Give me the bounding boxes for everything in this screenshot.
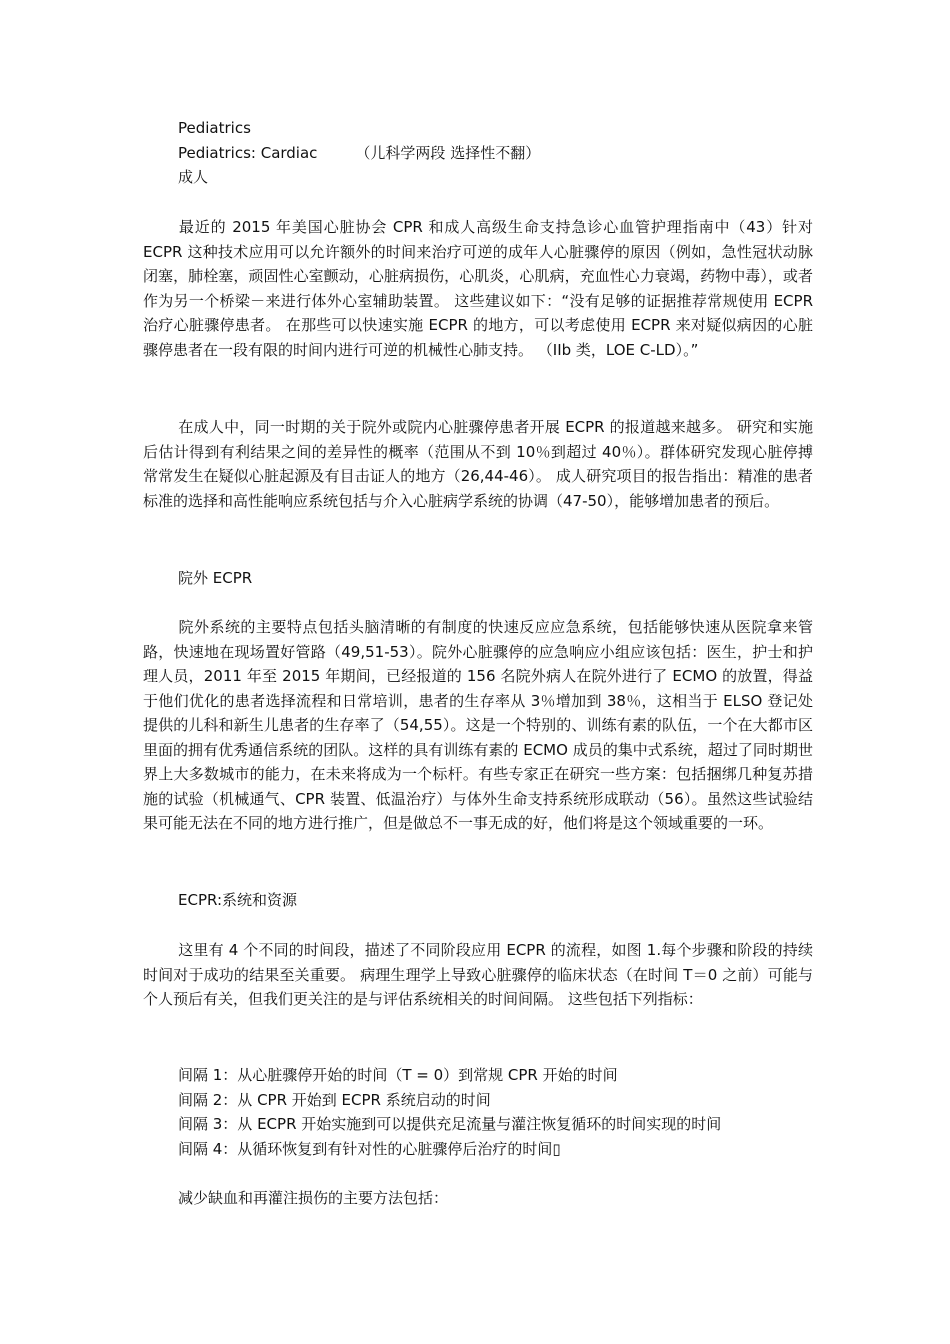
interval-item: 间隔 4：从循环恢复到有针对性的心脏骤停后治疗的时间▯ bbox=[178, 1139, 561, 1158]
header-translation-note: （儿科学两段 选择性不翻） bbox=[355, 143, 541, 162]
heading-ecpr-systems: ECPR:系统和资源 bbox=[178, 891, 298, 909]
paragraph-time-intervals-text: 这里有 4 个不同的时间段，描述了不同阶段应用 ECPR 的流程，如图 1.每个步骤和阶段的持续时间对于成功的结果至关重要。 病理生理学上导致心脏骤停的临床状态（在时间 T＝0 之前）可能与个人预后有关，但我们更关注的是与评估系统相关的时间间隔。 这些包括下列指标： bbox=[143, 941, 813, 1008]
paragraph-guidelines-text: 最近的 2015 年美国心脏协会 CPR 和成人高级生命支持急诊心血管护理指南中（43）针对 ECPR 这种技术应用可以允许额外的时间来治疗可逆的成年人心脏骤停的原因（例如，急性冠状动脉闭塞，肺栓塞，顽固性心室颤动，心脏病损伤，心肌炎，心肌病，充血性心力衰竭，药物中毒），或者作为另一个桥梁－来进行体外心室辅助装置。 这些建议如下：“没有足够的证据推荐常规使用 ECPR 治疗心脏骤停患者。 在那些可以快速实施 ECPR 的地方，可以考虑使用 ECPR 来对疑似病因的心脏骤停患者在一段有限的时间内进行可逆的机械性心肺支持。 （IIb 类，LOE C-LD）。” bbox=[143, 218, 813, 359]
interval-item: 间隔 3：从 ECPR 开始实施到可以提供充足流量与灌注恢复循环的时间实现的时间 bbox=[178, 1115, 722, 1133]
section-header bbox=[178, 116, 818, 190]
interval-item: 间隔 2：从 CPR 开始到 ECPR 系统启动的时间 bbox=[178, 1090, 491, 1109]
header-cardiac-label: Pediatrics: Cardiac bbox=[178, 143, 318, 162]
paragraph-time-intervals bbox=[143, 938, 813, 1012]
paragraph-adult-reports-text: 在成人中，同一时期的关于院外或院内心脏骤停患者开展 ECPR 的报道越来越多。 研究和实施后估计得到有利结果之间的差异性的概率（范围从不到 10％到超过 40％）。群体研究发现心脏停搏常常发生在疑似心脏起源及有目击证人的地方（26,44-46）。 成人研究项目的报告指出：精准的患者标准的选择和高性能响应系统包括与介入心脏病学系统的协调（47-50），能够增加患者的预后。 bbox=[143, 418, 813, 510]
interval-list bbox=[178, 1063, 818, 1161]
header-line-pediatrics-cardiac bbox=[178, 141, 818, 166]
heading-out-of-hospital-ecpr: 院外 ECPR bbox=[178, 569, 253, 587]
header-line-pediatrics: Pediatrics bbox=[178, 119, 251, 137]
closing-line: 减少缺血和再灌注损伤的主要方法包括： bbox=[178, 1189, 449, 1207]
header-line-adults: 成人 bbox=[178, 168, 209, 186]
interval-item: 间隔 1：从心脏骤停开始的时间（T = 0）到常规 CPR 开始的时间 bbox=[178, 1066, 618, 1084]
paragraph-out-of-hospital bbox=[143, 615, 813, 836]
paragraph-adult-reports bbox=[143, 415, 813, 513]
paragraph-out-of-hospital-text: 院外系统的主要特点包括头脑清晰的有制度的快速反应应急系统，包括能够快速从医院拿来管路，快速地在现场置好管路（49,51-53）。院外心脏骤停的应急响应小组应该包括：医生，护士和护理人员，2011 年至 2015 年期间，已经报道的 156 名院外病人在院外进行了 ECMO 的放置，得益于他们优化的患者选择流程和日常培训，患者的生存率从 3％增加到 38％，这相当于 ELSO 登记处提供的儿科和新生儿患者的生存率了（54,55）。这是一个特别的、训练有素的队伍，一个在大都市区里面的拥有优秀通信系统的团队。这样的具有训练有素的 ECMO 成员的集中式系统，超过了同时期世界上大多数城市的能力，在未来将成为一个标杆。有些专家正在研究一些方案：包括捆绑几种复苏措施的试验（机械通气、CPR 装置、低温治疗）与体外生命支持系统形成联动（56）。虽然这些试验结果可能无法在不同的地方进行推广，但是做总不一事无成的好，他们将是这个领域重要的一环。 bbox=[143, 618, 813, 832]
paragraph-guidelines bbox=[143, 215, 813, 362]
